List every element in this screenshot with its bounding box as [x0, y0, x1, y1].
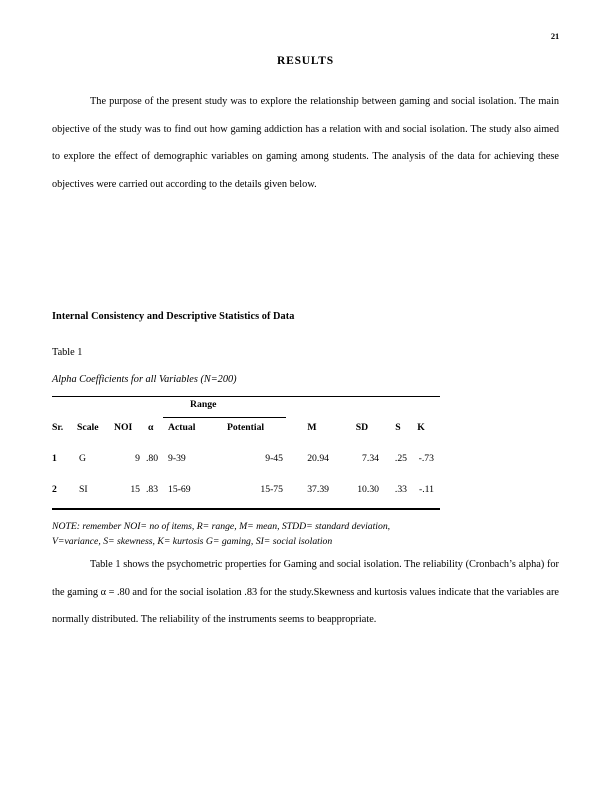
results-paragraph	[52, 551, 559, 634]
column-header-actual: Actual	[168, 422, 196, 433]
intro-paragraph-text: The purpose of the present study was to explore the relationship between gaming and social isolation. The main objective of the study was to find out how gaming addiction has a relation with and social isolation. The study also aimed to explore the effect of demographic variables on gaming among students. The analysis of the data for achieving these objectives were carried out according to the details given below.	[52, 96, 559, 190]
page-number: 21	[550, 31, 559, 41]
table-row	[52, 484, 440, 502]
cell-actual: 15-69	[168, 484, 191, 495]
cell-sd: 7.34	[362, 453, 379, 464]
table-note-line-1: NOTE: remember NOI= no of items, R= range, M= mean, STDD= standard deviation,	[52, 521, 391, 532]
column-header-sd: SD	[355, 422, 369, 433]
cell-s: .33	[394, 484, 407, 495]
cell-noi: 9	[135, 453, 140, 464]
table-label: Table 1	[52, 347, 83, 358]
table-group-header-row	[52, 399, 440, 417]
cell-actual: 9-39	[168, 453, 186, 464]
column-header-scale: Scale	[77, 422, 99, 433]
column-header-s: S	[395, 422, 401, 433]
table-bottom-rule	[52, 508, 440, 510]
column-header-potential: Potential	[227, 422, 265, 433]
cell-k: -.73	[418, 453, 434, 464]
cell-sd: 10.30	[357, 484, 379, 495]
cell-sr: 2	[52, 484, 57, 495]
table-note-line-2: V=variance, S= skewness, K= kurtosis G= gaming, SI= social isolation	[52, 535, 333, 547]
cell-potential: 15-75	[260, 484, 283, 495]
cell-scale: G	[79, 453, 86, 464]
cell-m: 37.39	[307, 484, 329, 495]
column-header-sr: Sr.	[52, 422, 64, 433]
table-caption: Alpha Coefficients for all Variables (N=200)	[52, 374, 237, 385]
cell-scale: SI	[79, 484, 88, 495]
column-header-noi: NOI	[114, 422, 133, 433]
cell-s: .25	[394, 453, 407, 464]
cell-sr: 1	[52, 453, 57, 464]
intro-paragraph	[52, 88, 559, 198]
table-note	[52, 520, 552, 549]
column-header-m: M	[307, 422, 317, 433]
cell-k: -.11	[419, 484, 434, 495]
column-group-header-range: Range	[190, 399, 217, 410]
column-header-alpha: α	[148, 422, 154, 433]
table-top-rule	[52, 396, 440, 397]
cell-potential: 9-45	[265, 453, 283, 464]
cell-m: 20.94	[307, 453, 329, 464]
column-header-k: K	[417, 422, 425, 433]
cell-alpha: .80	[146, 453, 159, 464]
table-range-group-rule	[163, 417, 286, 418]
table-header-row	[52, 422, 440, 440]
table-row	[52, 453, 440, 471]
cell-alpha: .83	[146, 484, 159, 495]
section-heading: Internal Consistency and Descriptive Statistics of Data	[52, 311, 295, 322]
cell-noi: 15	[130, 484, 140, 495]
page-title: RESULTS	[277, 55, 334, 67]
results-paragraph-text: Table 1 shows the psychometric properties for Gaming and social isolation. The reliability (Cronbach’s alpha) for the gaming α = .80 and for the social isolation .83 for the study.Skewness and kurtosis values indicate that the variables are normally distributed. The reliability of the instruments seems to beappropriate.	[52, 559, 559, 625]
